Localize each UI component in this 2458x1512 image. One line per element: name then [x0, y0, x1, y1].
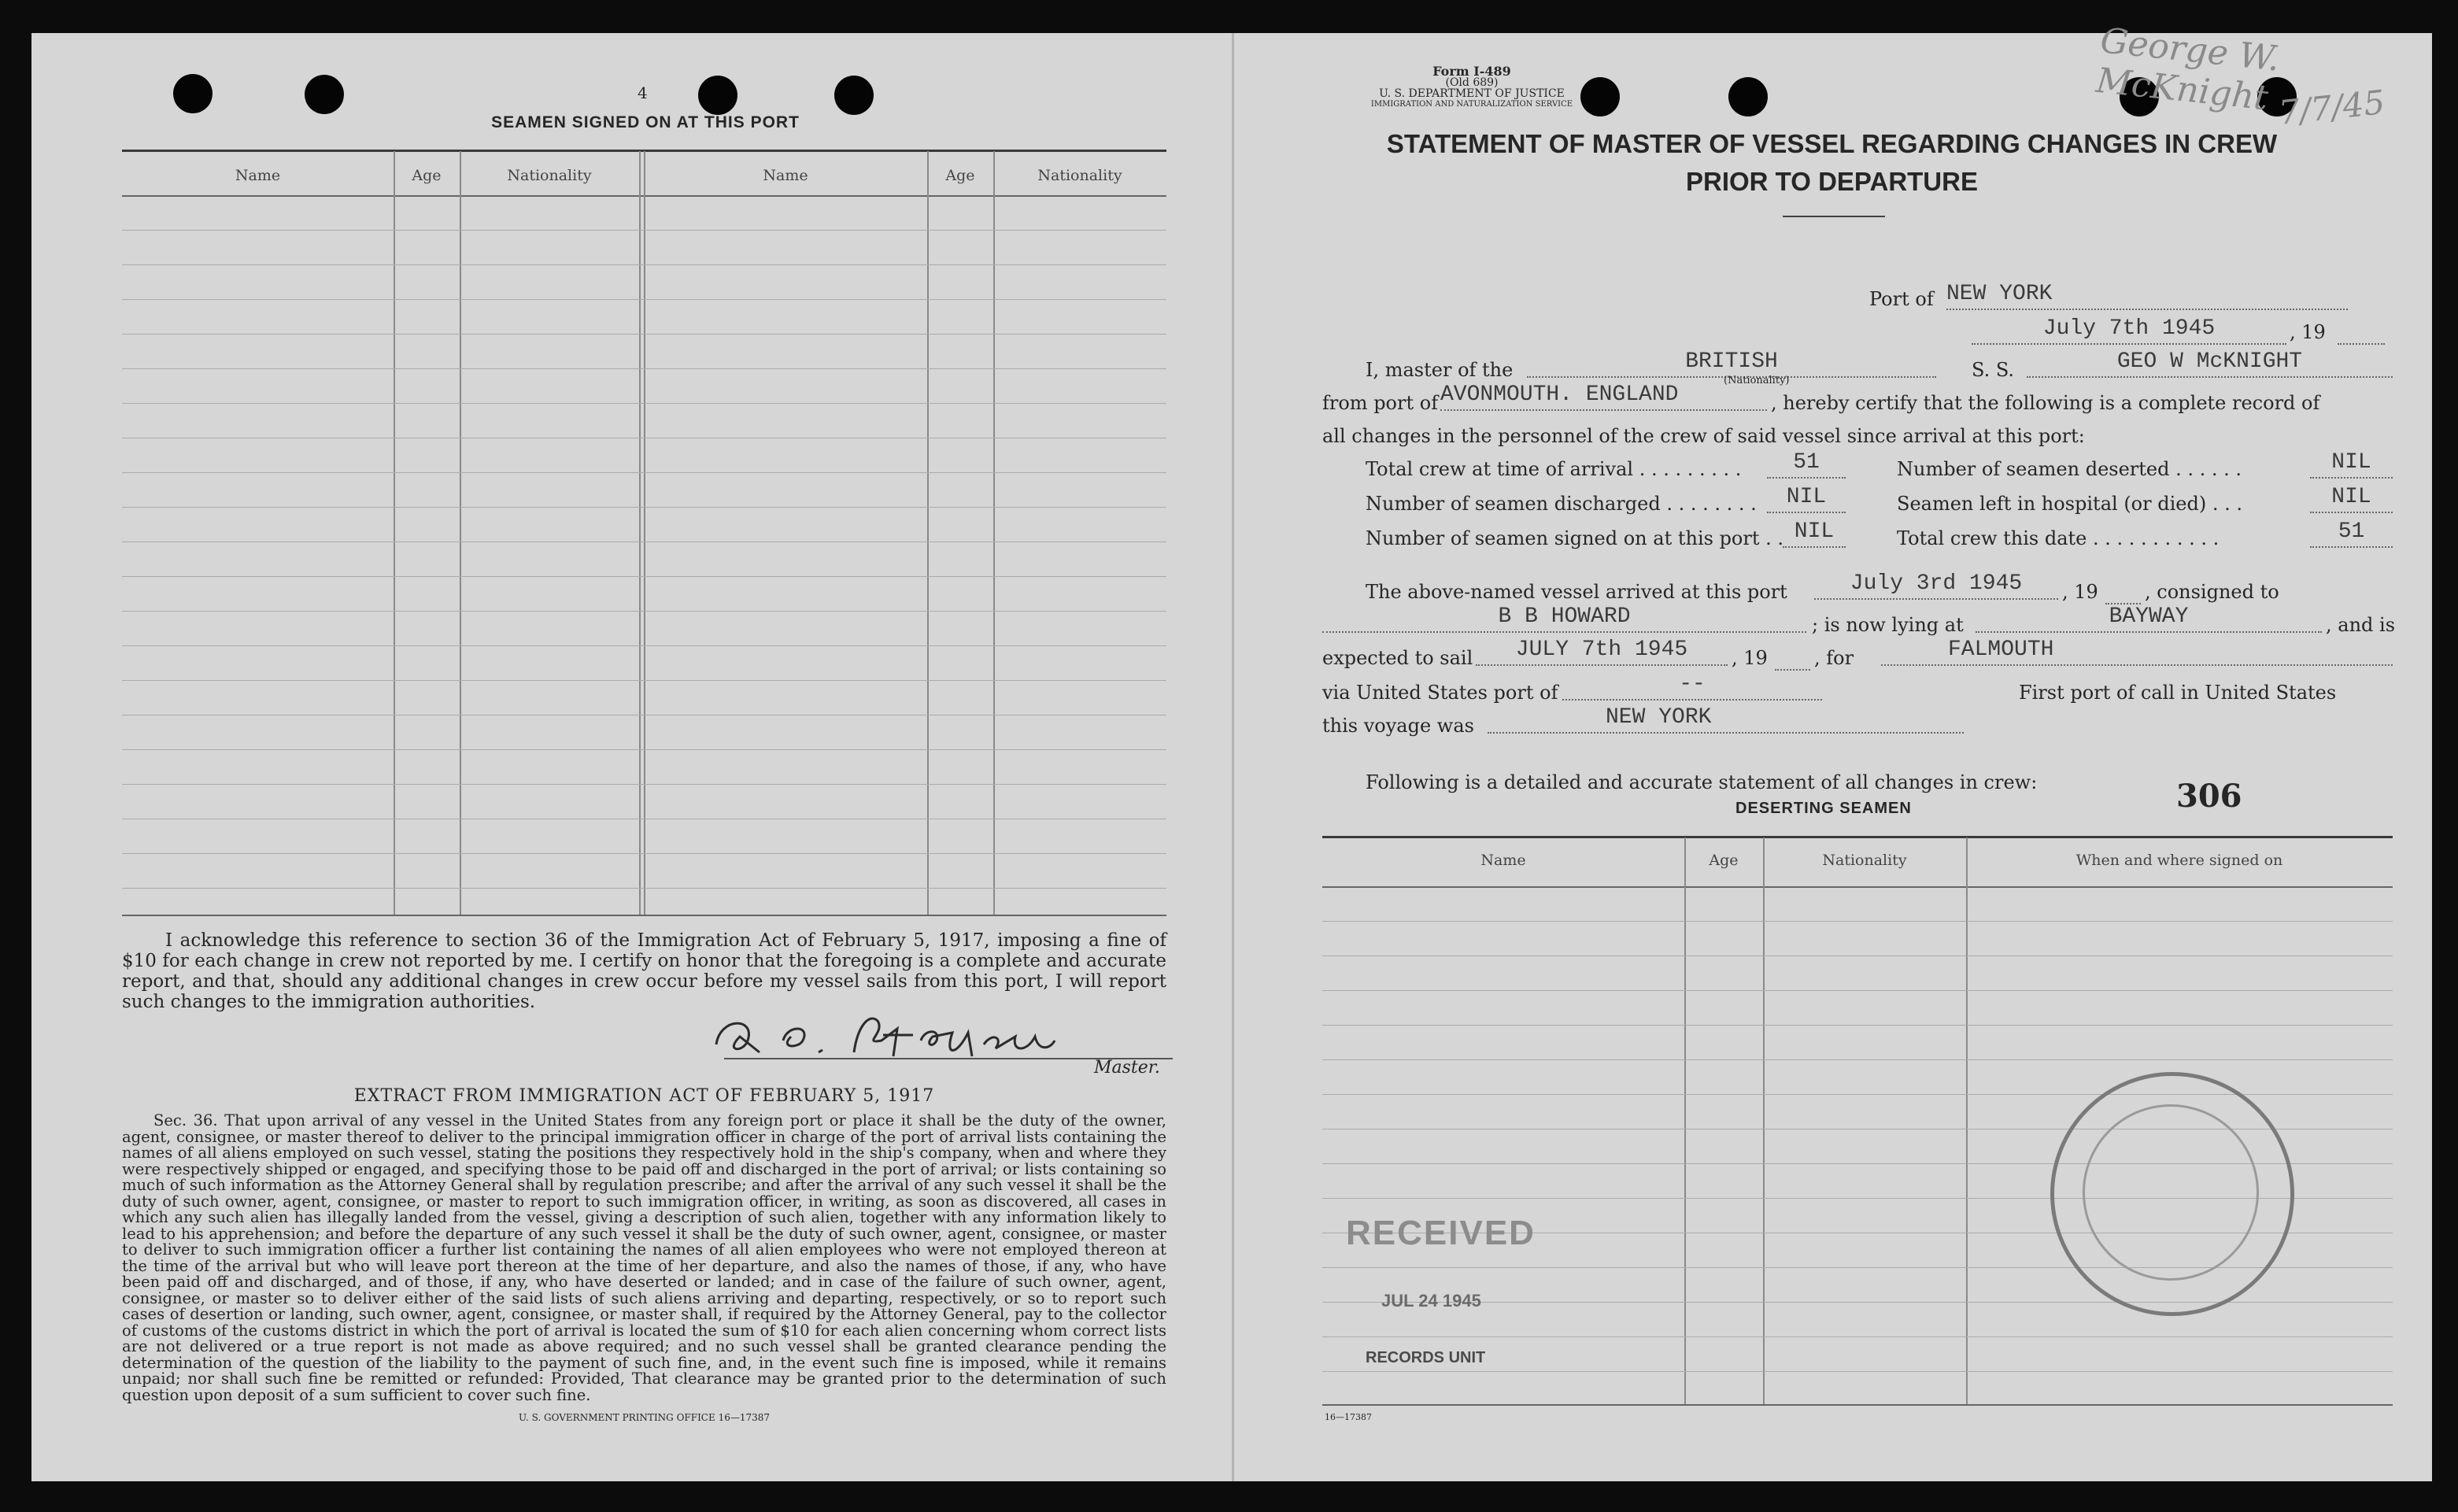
discharged-label: Number of seamen discharged . . . . . . . . — [1366, 493, 1757, 515]
date-suffix: , 19 — [2290, 321, 2326, 343]
consignee-field[interactable] — [1322, 604, 1806, 633]
table-row — [122, 611, 1166, 612]
via-label: via United States port of — [1322, 682, 1558, 704]
expected-year-field — [1775, 669, 1810, 671]
form-number: Form I-489 — [1432, 64, 1511, 79]
nationality-field[interactable] — [1527, 349, 1936, 378]
signed-on-value: NIL — [1794, 519, 1835, 544]
desert-col-header-age: Age — [1709, 852, 1739, 869]
table-row — [122, 853, 1166, 854]
date-field[interactable] — [1972, 316, 2286, 345]
total-arrival-field[interactable] — [1767, 450, 1846, 479]
arrived-suffix: , 19 — [2062, 581, 2098, 603]
table-row — [1322, 921, 2393, 922]
table-row — [122, 888, 1166, 889]
hospital-value: NIL — [2331, 485, 2371, 509]
master-signature — [700, 1009, 1141, 1064]
column-rule — [639, 151, 641, 915]
extract-text: Sec. 36. That upon arrival of any vessel in the United States from any foreign port or place it shall be the duty of the owner, agent, consignee, or master thereof to deliver to the principal immigration officer in charge of the port of arrival lists containing the names of all aliens employed on such vessel, stating the positions they respectively hold in the ship's company, when and where they were respectively shipped or engaged, and specifying those to be paid off and discharged in the port of arrival; or lists containing so much of such information as the Attorney General shall by regulation prescribe; and after the arrival of any such vessel it shall be the duty of such owner, agent, consignee, or master to report to such immigration officer, in writing, as soon as discovered, all cases in which any such alien has illegally landed from the vessel, giving a description of such alien, together with any information likely to lead to his apprehension; and before the departure of any such vessel it shall be the duty of such owner, agent, consignee, or master to deliver to such immigration officer a further list containing the names of all alien employees who were not employed thereon at the time of the arrival but who will leave port thereon at the time of her departure, and also the names of those, if any, who have been paid off and discharged, and of those, if any, who have deserted or landed; and in case of the failure of such owner, agent, consignee, or master so to deliver either of the said lists of such aliens arriving and departing, respectively, or so to report such cases of desertion or landing, such owner, agent, consignee, or master shall, if required by the Attorney General, pay to the collector of customs of the customs district in which the port of arrival is located the sum of $10 for each alien concerning whom correct lists are not delivered or a true report is not made as above required; and no such vessel shall be granted clearance pending the determination of the question of the liability to the payment of such fine, and, in the event such fine is imposed, while it remains unpaid; nor shall such fine be remitted or refunded: Provided, That clearance may be granted prior to the determination of such question upon deposit of a sum sufficient to cover such fine. — [122, 1111, 1166, 1404]
lying-value: BAYWAY — [2109, 604, 2189, 629]
right-page — [1232, 20, 2432, 1481]
col-header-age-2: Age — [945, 167, 975, 184]
table-row — [122, 507, 1166, 508]
total-arrival-value: 51 — [1793, 450, 1820, 475]
deserted-label: Number of seamen deserted . . . . . . — [1897, 458, 2242, 480]
expected-suffix: , 19 — [1732, 647, 1768, 669]
col-header-nationality-2: Nationality — [1037, 167, 1122, 184]
from-port-label: from port of — [1322, 392, 1439, 414]
lying-label: ; is now lying at — [1812, 614, 1964, 636]
table-row — [122, 645, 1166, 646]
page-number: 4 — [638, 83, 648, 102]
deserted-value: NIL — [2331, 450, 2371, 475]
table-row — [122, 299, 1166, 300]
destination-value: FALMOUTH — [1948, 638, 2054, 662]
first-port-label: First port of call in United States — [2019, 682, 2337, 704]
destination-field[interactable] — [1881, 638, 2393, 666]
col-header-nationality-1: Nationality — [507, 167, 592, 184]
expected-field[interactable] — [1476, 638, 1728, 666]
following-text: Following is a detailed and accurate statement of all changes in crew: — [1366, 771, 2038, 793]
master-of-label: I, master of the — [1366, 359, 1514, 381]
certify-text: , hereby certify that the following is a complete record of — [1771, 392, 2320, 414]
voyage-field[interactable] — [1488, 705, 1964, 734]
col-header-name-2: Name — [763, 167, 808, 184]
and-is-label: , and is — [2326, 614, 2396, 636]
column-rule — [927, 151, 929, 915]
discharged-field[interactable] — [1767, 485, 1846, 513]
table-row — [1322, 1059, 2393, 1060]
received-date-stamp: JUL 24 1945 — [1381, 1291, 1481, 1311]
total-arrival-label: Total crew at time of arrival . . . . . . . . . — [1366, 458, 1742, 480]
doc-number: 306 — [2176, 778, 2242, 815]
department: U. S. DEPARTMENT OF JUSTICE — [1379, 87, 1565, 100]
document-sheet — [31, 20, 2432, 1481]
table-row — [1322, 990, 2393, 991]
from-port-value: AVONMOUTH. ENGLAND — [1440, 383, 1679, 407]
table-row — [1322, 1302, 2393, 1303]
form-header — [1326, 66, 1617, 110]
column-rule — [1763, 837, 1765, 1404]
column-rule — [394, 151, 395, 915]
table-row — [122, 472, 1166, 473]
signed-on-label: Number of seamen signed on at this port . . — [1366, 527, 1784, 549]
form-title-line1: STATEMENT OF MASTER OF VESSEL REGARDING CHANGES IN CREW — [1386, 129, 2278, 158]
lying-field[interactable] — [1976, 604, 2322, 633]
deserting-title: DESERTING SEAMEN — [1735, 800, 1912, 817]
port-field[interactable] — [1946, 282, 2348, 310]
col-header-name-1: Name — [235, 167, 281, 184]
circular-port-stamp-inner — [2083, 1104, 2259, 1281]
column-rule — [1966, 837, 1968, 1404]
desert-col-header-nationality: Nationality — [1822, 852, 1907, 869]
year-field — [2338, 343, 2385, 345]
via-value: -- — [1679, 672, 1706, 697]
footer-code: 16—17387 — [1325, 1412, 1372, 1422]
table-row — [122, 576, 1166, 577]
hospital-field[interactable] — [2310, 485, 2393, 513]
table-row — [1322, 1371, 2393, 1372]
table-row — [122, 368, 1166, 369]
table-bottom-rule — [122, 915, 1166, 916]
table-row — [1322, 1336, 2393, 1337]
table-row — [122, 749, 1166, 750]
column-rule — [644, 151, 645, 915]
ship-field[interactable] — [2027, 349, 2393, 378]
expected-label: expected to sail — [1322, 647, 1473, 669]
printing-office: U. S. GOVERNMENT PRINTING OFFICE 16—17387 — [518, 1412, 771, 1423]
consignee-value: B B HOWARD — [1498, 604, 1631, 629]
table-row — [122, 334, 1166, 335]
signature-role: Master. — [1094, 1058, 1160, 1078]
service: IMMIGRATION AND NATURALIZATION SERVICE — [1370, 100, 1573, 109]
column-rule — [460, 151, 461, 915]
table-row — [122, 264, 1166, 265]
total-date-label: Total crew this date . . . . . . . . . . . — [1897, 527, 2220, 549]
acknowledgment-text: I acknowledge this reference to section 36 of the Immigration Act of February 5, 1917, imposing a fine of $10 for each change in crew not reported by me. I certify on honor that the foregoing is a complete and accurate report, and that, should any additional changes in crew occur before my vessel sails from this port, I will report such changes to the immigration authorities. — [122, 930, 1166, 1012]
arrived-label: The above-named vessel arrived at this port — [1366, 581, 1787, 603]
expected-value: JULY 7th 1945 — [1515, 638, 1688, 662]
discharged-value: NIL — [1786, 485, 1827, 509]
table-row — [122, 230, 1166, 231]
records-unit-stamp: RECORDS UNIT — [1366, 1349, 1486, 1366]
consigned-label: , consigned to — [2145, 581, 2279, 603]
port-value: NEW YORK — [1946, 282, 2053, 306]
signed-on-title: SEAMEN SIGNED ON AT THIS PORT — [491, 113, 800, 131]
ss-label: S. S. — [1972, 359, 2015, 381]
handwritten-note: George W. McKnight — [2094, 20, 2282, 119]
old-form-number: (Old 689) — [1445, 76, 1499, 89]
form-title-line2: PRIOR TO DEPARTURE — [1686, 167, 1978, 196]
arrived-value: July 3rd 1945 — [1850, 571, 2023, 596]
desert-table-bottom-rule — [1322, 1404, 2393, 1406]
arrived-field[interactable] — [1814, 571, 2058, 600]
voyage-value: NEW YORK — [1606, 705, 1712, 730]
port-label: Port of — [1869, 288, 1934, 310]
column-rule — [993, 151, 995, 915]
column-rule — [1684, 837, 1686, 1404]
title-underline — [1783, 216, 1885, 217]
circular-port-stamp — [2050, 1072, 2294, 1316]
table-row — [122, 680, 1166, 681]
deserted-field[interactable] — [2310, 450, 2393, 479]
nationality-value: BRITISH — [1685, 349, 1778, 374]
via-field[interactable] — [1562, 672, 1822, 701]
table-row — [1322, 1025, 2393, 1026]
desert-table-top-rule — [1322, 836, 2393, 838]
left-page — [31, 33, 1232, 1481]
from-port-field[interactable] — [1440, 383, 1767, 411]
handwritten-date: 7/7/45 — [2276, 83, 2387, 132]
received-stamp: RECEIVED — [1346, 1214, 1536, 1252]
for-label: , for — [1814, 647, 1854, 669]
total-date-value: 51 — [2338, 519, 2365, 544]
desert-col-header-signed-on: When and where signed on — [2075, 852, 2283, 869]
table-row — [122, 784, 1166, 785]
hospital-label: Seamen left in hospital (or died) . . . — [1897, 493, 2242, 515]
date-value: July 7th 1945 — [2042, 316, 2216, 341]
total-date-field[interactable] — [2310, 519, 2393, 548]
desert-col-header-name: Name — [1480, 852, 1526, 869]
table-row — [122, 403, 1166, 404]
signed-on-field[interactable] — [1783, 519, 1846, 548]
extract-title: EXTRACT FROM IMMIGRATION ACT OF FEBRUARY 5, 1917 — [353, 1086, 935, 1106]
nationality-caption: (Nationality) — [1724, 375, 1790, 386]
ship-value: GEO W McKNIGHT — [2116, 349, 2303, 374]
voyage-label: this voyage was — [1322, 715, 1474, 737]
desert-table-header-rule — [1322, 886, 2393, 888]
col-header-age-1: Age — [412, 167, 442, 184]
certify-text-2: all changes in the personnel of the crew of said vessel since arrival at this port: — [1322, 425, 2085, 447]
